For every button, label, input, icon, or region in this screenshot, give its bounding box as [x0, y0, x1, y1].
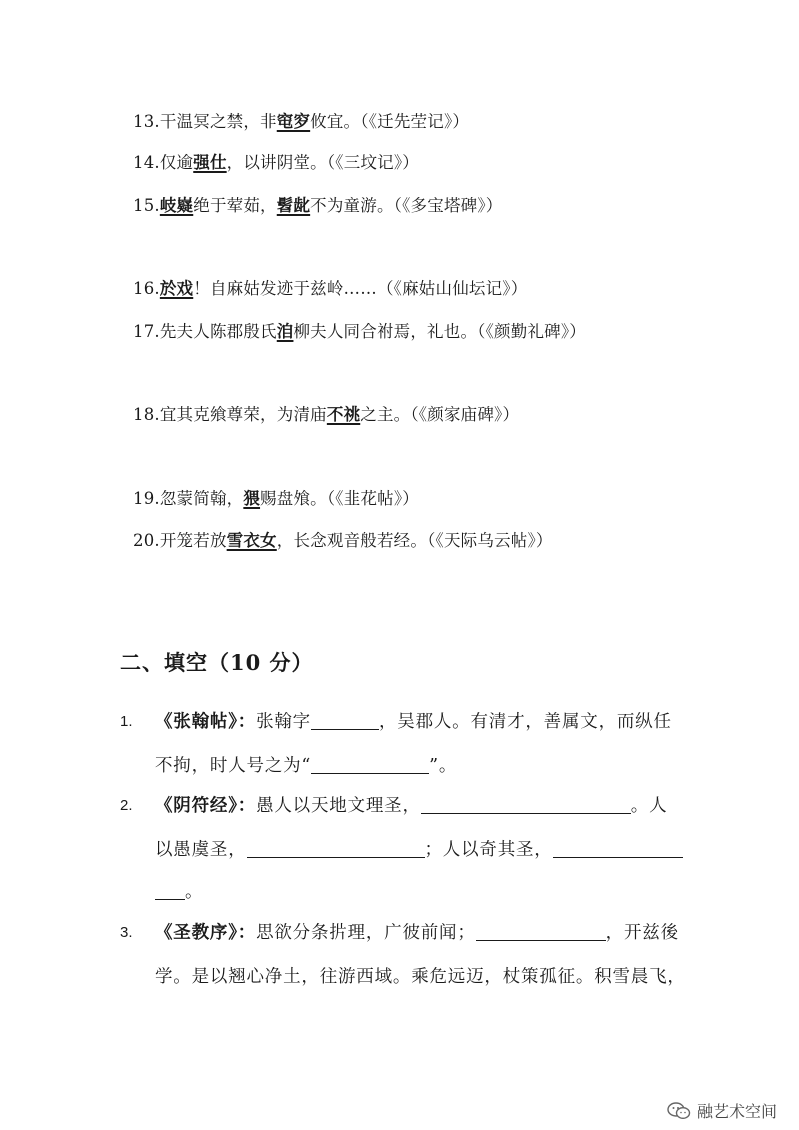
- source-title: 《圣教序》：: [155, 923, 257, 943]
- fill-item-2-line-3: 。: [155, 878, 203, 903]
- fill-item-3-line-2: 学。是以翘心净土，往游西域。乘危远迈，杖策孤征。积雪晨飞，: [155, 967, 686, 987]
- question-13: 13.干温冥之禁，非窀穸攸宜。（《迁先茔记》）: [133, 112, 470, 131]
- answer-blank[interactable]: [421, 796, 631, 815]
- answer-blank[interactable]: [311, 712, 379, 731]
- question-number: 18.: [133, 405, 160, 424]
- fill-item-1-line-1: 《张翰帖》：张翰字 ，吴郡人。有清才，善属文，而纵任: [155, 712, 672, 732]
- underlined-term: 岐嶷: [159, 196, 194, 215]
- source-title: 《张翰帖》：: [155, 712, 257, 732]
- underlined-term: 不祧: [326, 405, 361, 424]
- section-heading: 二、填空（10 分）: [120, 650, 314, 675]
- wechat-icon: [667, 1102, 691, 1120]
- watermark-text: 融艺术空间: [696, 1102, 777, 1121]
- question-number: 15.: [133, 196, 160, 215]
- question-14: 14.仅逾强仕，以讲阴堂。（《三坟记》）: [133, 153, 420, 172]
- question-number: 19.: [133, 489, 160, 508]
- underlined-term: 雪衣女: [226, 531, 277, 550]
- underlined-term: 窀穸: [276, 112, 311, 131]
- underlined-term: 於戏: [159, 279, 194, 298]
- fill-item-2-line-2: 以愚虞圣， ；人以奇其圣，: [155, 836, 683, 861]
- fill-number: 1.: [120, 713, 133, 730]
- answer-blank[interactable]: [155, 882, 185, 901]
- watermark: [667, 1099, 777, 1122]
- underlined-term: 强仕: [193, 153, 227, 172]
- question-number: 13.: [133, 112, 160, 131]
- fill-item-2-line-1: 《阴符经》：愚人以天地文理圣， 。人: [155, 796, 668, 816]
- fill-item-1-line-2: 不拘，时人号之为“ ”。: [155, 756, 458, 776]
- question-19: 19.忽蒙简翰，猥赐盘飧。（《韭花帖》）: [133, 489, 419, 508]
- underlined-term: 洎: [276, 322, 294, 341]
- source-title: 《阴符经》：: [155, 796, 257, 816]
- fill-number: 3.: [120, 924, 133, 941]
- fill-item-3-line-1: 《圣教序》：思欲分条扸理，广彼前闻； ，开兹後: [155, 923, 679, 943]
- answer-blank[interactable]: [476, 923, 606, 942]
- underlined-term: 髫龀: [276, 196, 311, 215]
- question-15: 15.岐嶷绝于荤茹，髫龀不为童游。（《多宝塔碑》）: [133, 196, 503, 215]
- answer-blank[interactable]: [311, 756, 429, 775]
- question-18: 18.宜其克飨尊荣，为清庙不祧之主。（《颜家庙碑》）: [133, 405, 520, 424]
- answer-blank[interactable]: [247, 840, 425, 859]
- question-number: 20.: [133, 531, 160, 550]
- question-20: 20.开笼若放雪衣女，长念观音般若经。（《天际乌云帖》）: [133, 531, 553, 550]
- question-number: 14.: [133, 153, 160, 172]
- question-16: 16.於戏！自麻姑发迹于兹岭……（《麻姑山仙坛记》）: [133, 279, 528, 298]
- underlined-term: 猥: [243, 489, 261, 508]
- question-number: 17.: [133, 322, 160, 341]
- answer-blank[interactable]: [553, 840, 683, 859]
- question-number: 16.: [133, 279, 160, 298]
- fill-number: 2.: [120, 797, 133, 814]
- question-17: 17.先夫人陈郡殷氏洎柳夫人同合祔焉，礼也。（《颜勤礼碑》）: [133, 322, 587, 341]
